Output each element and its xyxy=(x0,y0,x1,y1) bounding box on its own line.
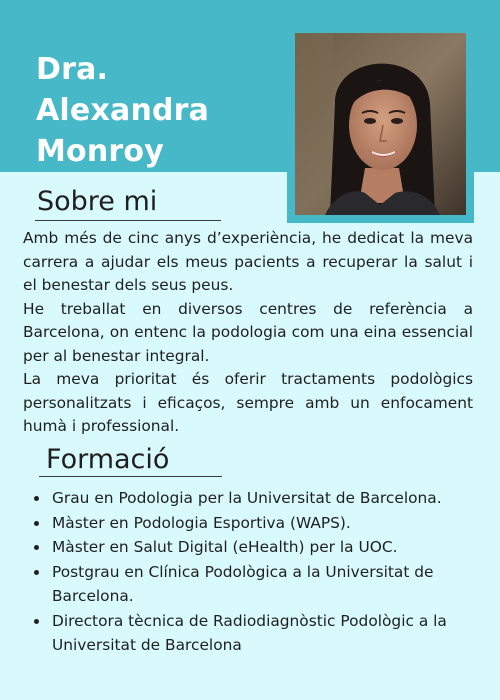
list-item-text: Màster en Salut Digital (eHealth) per la UOC. xyxy=(52,538,398,556)
doctor-name-line2: Monroy xyxy=(36,134,164,169)
bullet-icon xyxy=(34,545,39,550)
about-paragraph: La meva prioritat és oferir tractaments podològics personalitzats i eficaços, sempre amb un enfocament humà i professional. xyxy=(23,370,473,435)
portrait-photo-icon xyxy=(295,33,466,215)
about-heading: Sobre mi xyxy=(37,186,158,217)
bullet-icon xyxy=(34,521,39,526)
profile-photo-frame xyxy=(287,25,474,223)
about-heading-underline xyxy=(35,220,221,221)
about-paragraph: Amb més de cinc anys d’experiència, he dedicat la meva carrera a ajudar els meus pacients a recuperar la salut i el benestar dels seus peus. xyxy=(23,229,473,294)
formacio-heading: Formació xyxy=(46,444,170,475)
formacio-list xyxy=(28,486,474,658)
list-item-text: Postgrau en Clínica Podològica a la Universitat de Barcelona. xyxy=(52,562,434,605)
doctor-name xyxy=(36,49,286,172)
list-item xyxy=(28,535,474,560)
bullet-icon xyxy=(34,619,39,624)
list-item xyxy=(28,560,474,609)
bullet-icon xyxy=(34,496,39,501)
doctor-name-line1: Dra. Alexandra xyxy=(36,52,210,128)
about-text xyxy=(23,227,473,439)
formacio-heading-underline xyxy=(39,476,222,477)
list-item-text: Grau en Podologia per la Universitat de Barcelona. xyxy=(52,489,442,507)
list-item xyxy=(28,609,474,658)
list-item-text: Directora tècnica de Radiodiagnòstic Podològic a la Universitat de Barcelona xyxy=(52,611,447,654)
profile-photo xyxy=(295,33,466,215)
list-item-text: Màster en Podologia Esportiva (WAPS). xyxy=(52,513,351,532)
list-item xyxy=(28,511,474,536)
list-item xyxy=(28,486,474,511)
bullet-icon xyxy=(34,570,39,575)
about-paragraph: He treballat en diversos centres de referència a Barcelona, on entenc la podologia com una eina essencial per al benestar integral. xyxy=(23,299,473,365)
